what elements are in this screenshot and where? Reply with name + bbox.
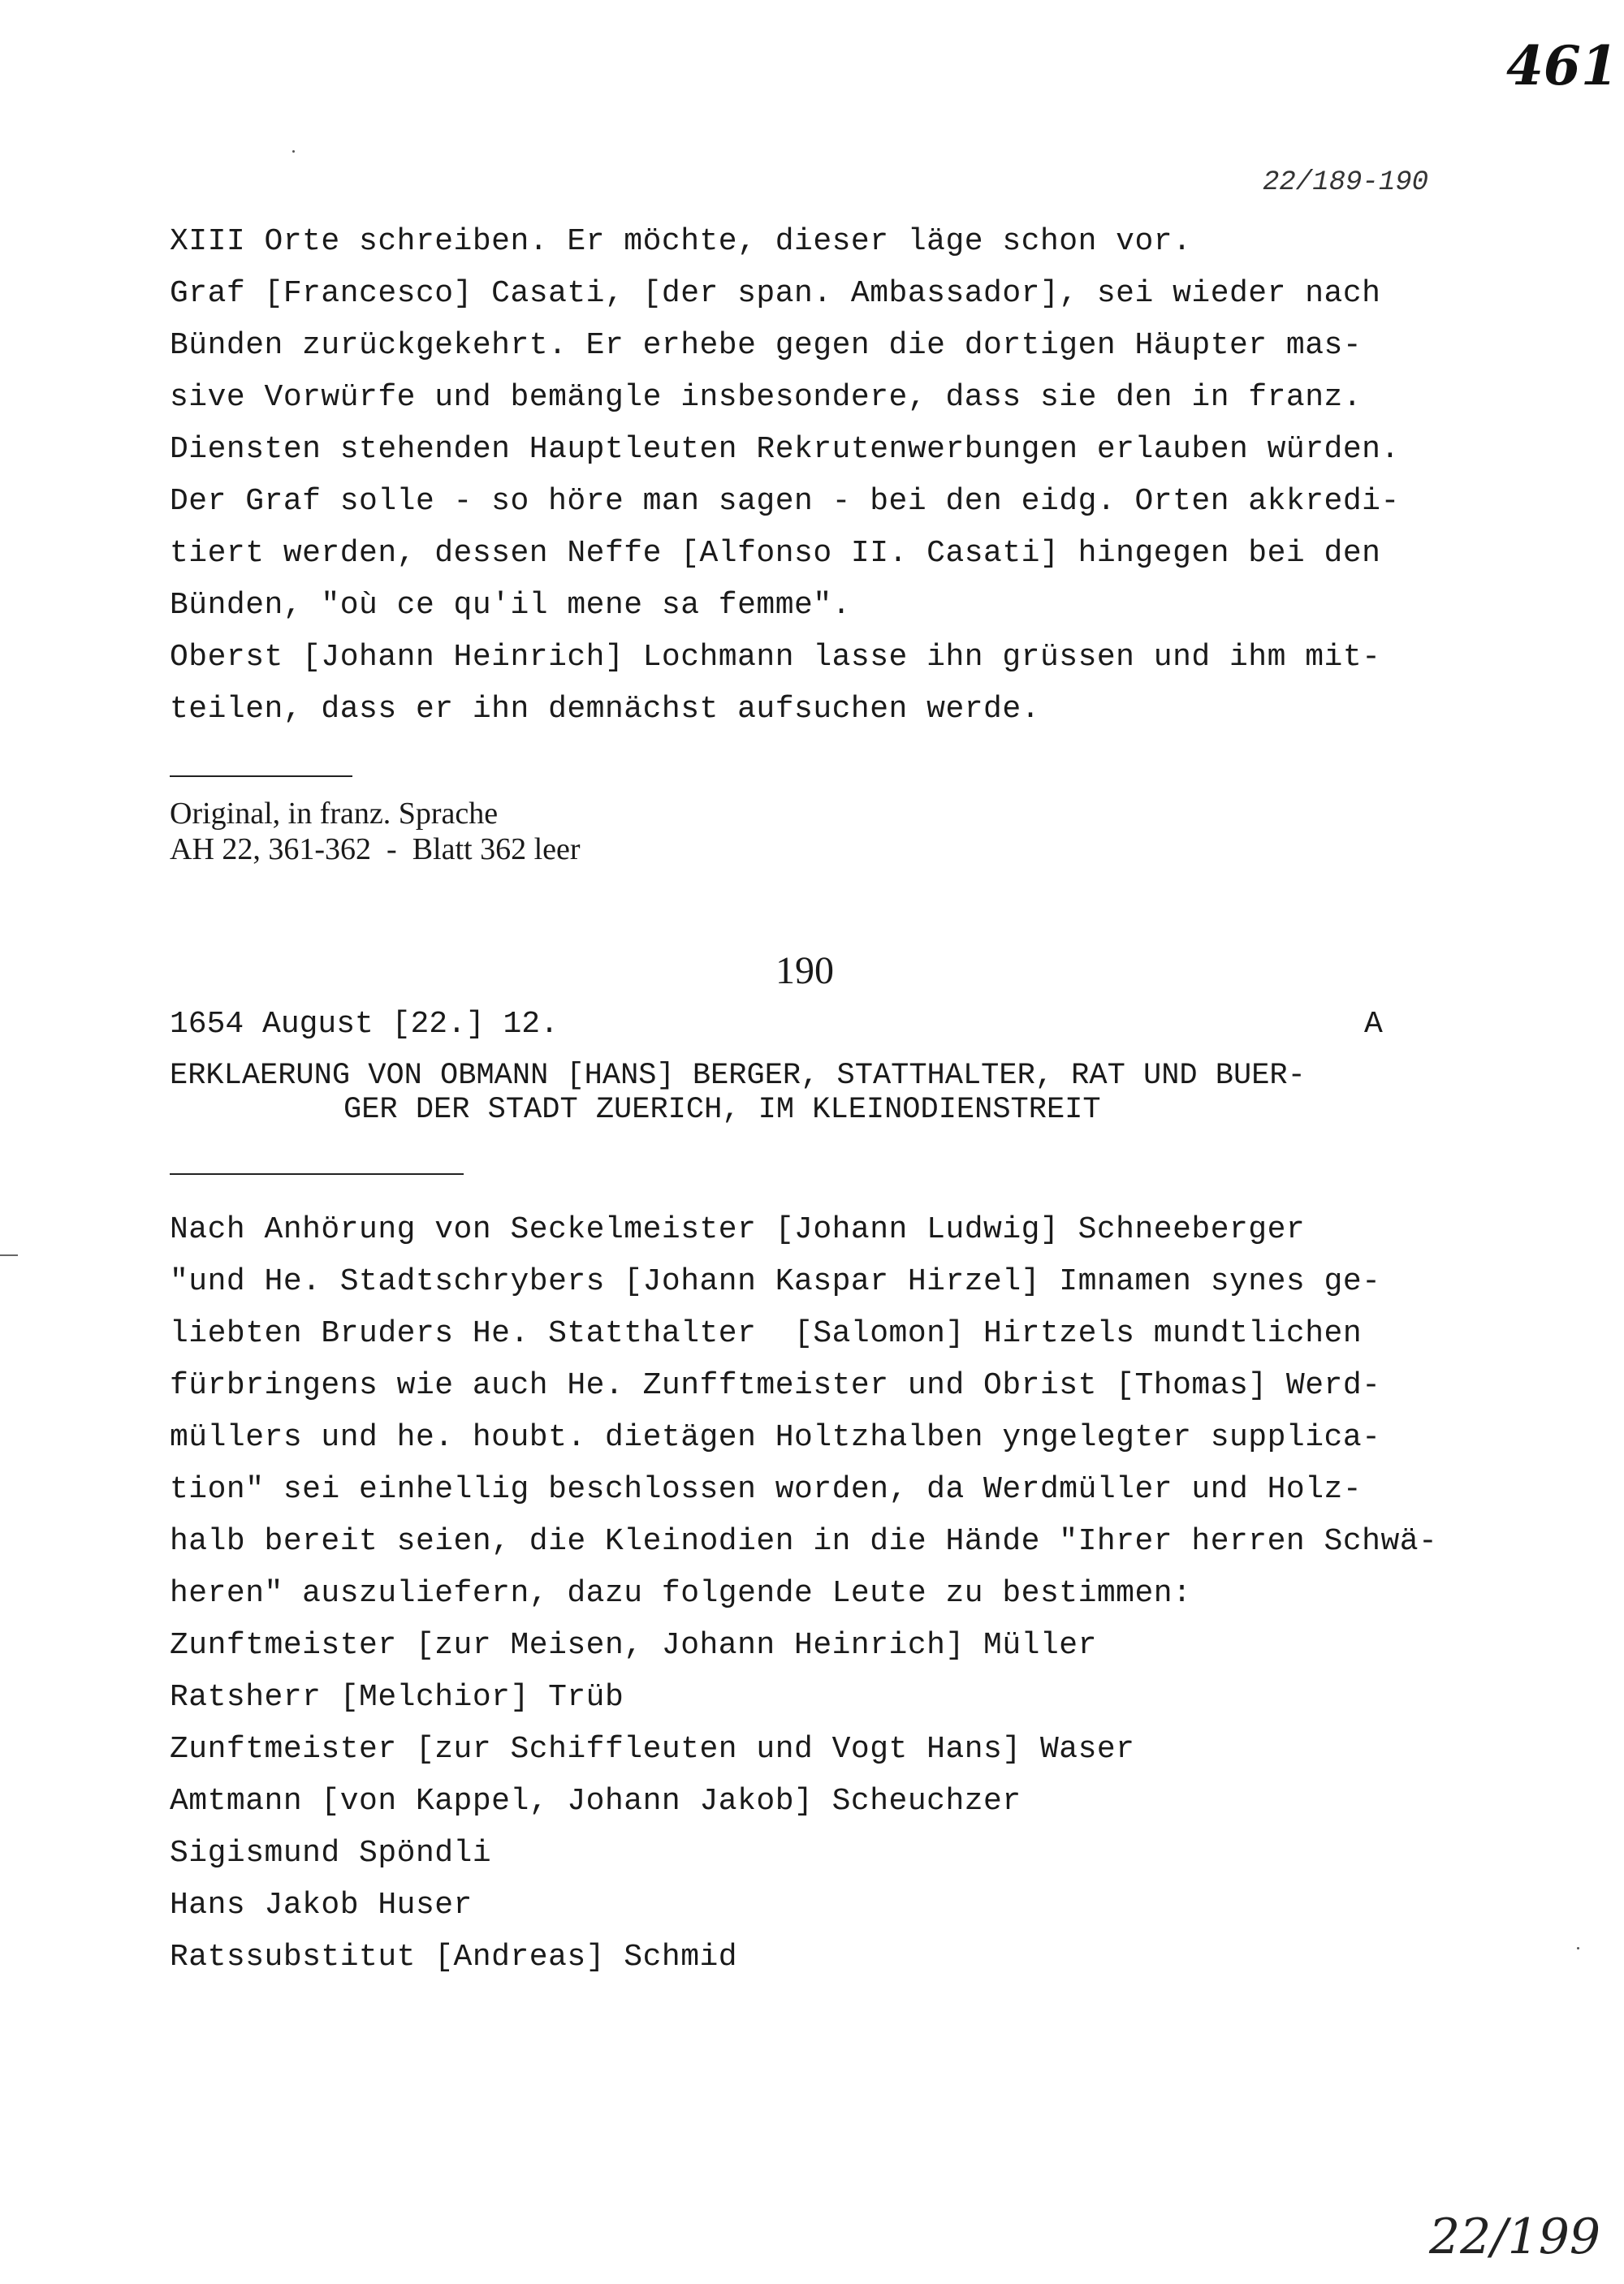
text-line: Bünden zurückgekehrt. Er erhebe gegen die dortigen Häupter mas- xyxy=(170,328,1363,363)
scan-dot xyxy=(1577,1947,1579,1949)
body-line: "und He. Stadtschrybers [Johann Kaspar Hirzel] Imnamen synes ge- xyxy=(170,1264,1381,1299)
body-line: Zunftmeister [zur Schiffleuten und Vogt Hans] Waser xyxy=(170,1732,1135,1767)
entry-title-line1: ERKLAERUNG VON OBMANN [HANS] BERGER, STATTHALTER, RAT UND BUER- xyxy=(170,1059,1306,1093)
text-line: tiert werden, dessen Neffe [Alfonso II. Casati] hingegen bei den xyxy=(170,536,1381,571)
footnote-divider xyxy=(170,775,352,777)
text-line: XIII Orte schreiben. Er möchte, dieser läge schon vor. xyxy=(170,224,1192,259)
text-line: sive Vorwürfe und bemängle insbesondere, dass sie den in franz. xyxy=(170,380,1363,415)
body-line: Zunftmeister [zur Meisen, Johann Heinrich] Müller xyxy=(170,1628,1097,1663)
scan-dot xyxy=(292,150,295,153)
entry-date: 1654 August [22.] 12. xyxy=(170,1007,559,1042)
text-line: Diensten stehenden Hauptleuten Rekrutenwerbungen erlauben würden. xyxy=(170,432,1400,467)
page-reference: 22/189-190 xyxy=(1263,167,1429,198)
body-line: Hans Jakob Huser xyxy=(170,1888,473,1923)
source-note-line1: Original, in franz. Sprache xyxy=(170,797,499,831)
handwritten-page-number: 461 xyxy=(1506,34,1618,97)
text-line: Oberst [Johann Heinrich] Lochmann lasse ihn grüssen und ihm mit- xyxy=(170,640,1381,675)
entry-title-line2: GER DER STADT ZUERICH, IM KLEINODIENSTREIT xyxy=(343,1093,1101,1127)
handwritten-footer-reference: 22/199 xyxy=(1429,2208,1601,2265)
text-line: Graf [Francesco] Casati, [der span. Ambassador], sei wieder nach xyxy=(170,276,1381,311)
body-line: Ratsherr [Melchior] Trüb xyxy=(170,1680,624,1715)
entry-type: A xyxy=(1364,1007,1383,1042)
entry-number: 190 xyxy=(775,949,834,992)
body-line: heren" auszuliefern, dazu folgende Leute zu bestimmen: xyxy=(170,1576,1192,1611)
body-line: fürbringens wie auch He. Zunfftmeister und Obrist [Thomas] Werd- xyxy=(170,1368,1381,1403)
body-line: Amtmann [von Kappel, Johann Jakob] Scheuchzer xyxy=(170,1784,1021,1819)
body-line: halb bereit seien, die Kleinodien in die Hände "Ihrer herren Schwä- xyxy=(170,1524,1438,1559)
body-line: liebten Bruders He. Statthalter [Salomon] Hirtzels mundtlichen xyxy=(170,1316,1363,1351)
source-note-line2: AH 22, 361-362 - Blatt 362 leer xyxy=(170,832,581,866)
body-line: müllers und he. houbt. dietägen Holtzhalben yngelegter supplica- xyxy=(170,1420,1381,1455)
body-line: Sigismund Spöndli xyxy=(170,1836,492,1871)
body-line: Ratssubstitut [Andreas] Schmid xyxy=(170,1940,738,1975)
body-line: tion" sei einhellig beschlossen worden, da Werdmüller und Holz- xyxy=(170,1472,1363,1507)
body-line: Nach Anhörung von Seckelmeister [Johann Ludwig] Schneeberger xyxy=(170,1212,1306,1247)
text-line: teilen, dass er ihn demnächst aufsuchen werde. xyxy=(170,692,1040,727)
scan-mark xyxy=(0,1254,18,1256)
text-line: Der Graf solle - so höre man sagen - bei den eidg. Orten akkredi- xyxy=(170,484,1400,519)
entry-divider xyxy=(170,1173,464,1175)
text-line: Bünden, "où ce qu'il mene sa femme". xyxy=(170,588,851,623)
